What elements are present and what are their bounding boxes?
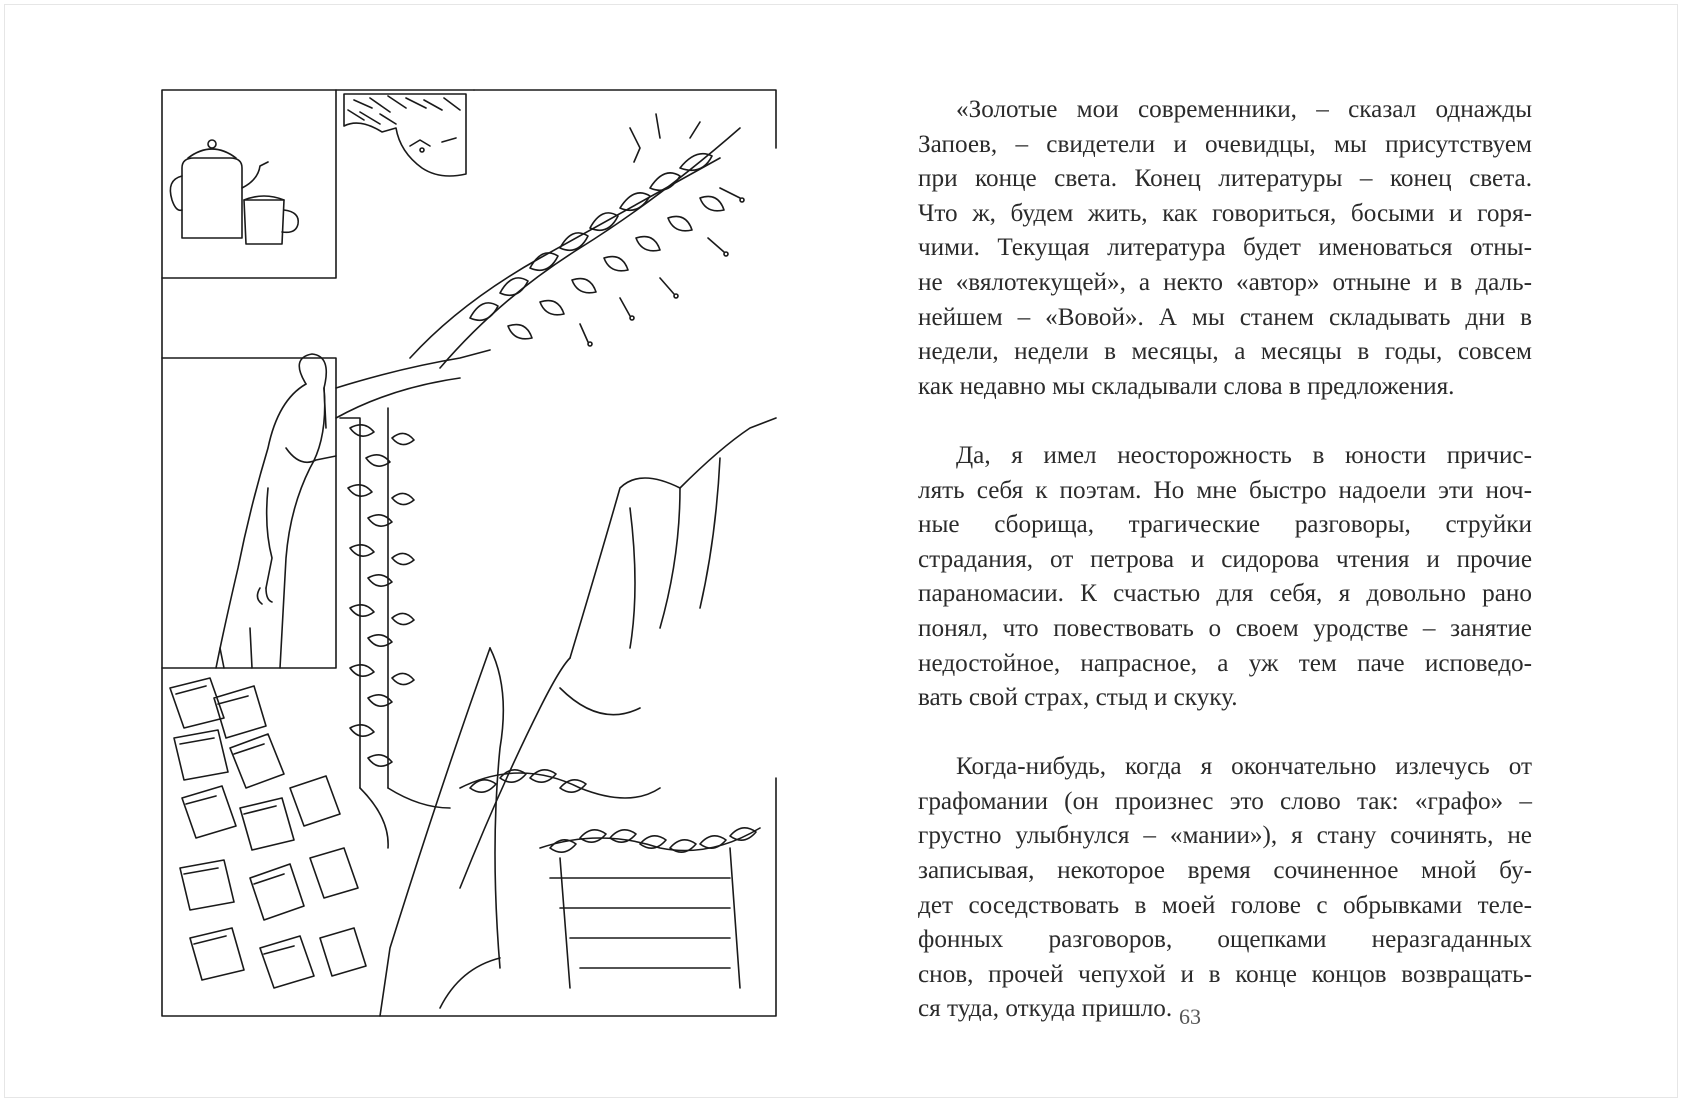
text-line: чими. Текущая литература будет именоваться отны- <box>918 234 1532 262</box>
text-line: не «вялотекущей», а некто «автор» отныне и в даль- <box>918 268 1532 296</box>
teapot-icon <box>170 140 268 238</box>
papers-icon <box>170 678 366 988</box>
text-line: Запоев, – свидетели и очевидцы, мы присутствуем <box>918 130 1532 158</box>
leaf-column-icon <box>348 425 414 766</box>
text-line: как недавно мы складывали слова в предложения. <box>918 372 1455 400</box>
text-line: графомании (он произнес это слово так: «графо» – <box>918 787 1532 815</box>
figure-icon <box>216 354 336 668</box>
text-line: вать свой страх, стыд и скуку. <box>918 684 1238 712</box>
text-line: грустно улыбнулся – «мании»), я стану сочинять, не <box>918 822 1532 850</box>
text-line: Что ж, будем жить, как говориться, босыми и горя- <box>918 199 1532 227</box>
text-line: Да, я имел неосторожность в юности причис- <box>956 441 1532 469</box>
mug-icon <box>244 196 298 244</box>
text-line: записывая, некоторое время сочиненное мной бу- <box>918 857 1532 885</box>
text-line: ся туда, откуда пришло. <box>918 995 1173 1023</box>
lower-leaves-icon <box>460 770 760 988</box>
text-line: при конце света. Конец литературы – конец света. <box>918 165 1532 193</box>
paragraph <box>918 750 1532 1027</box>
text-line: фонных разговоров, ощепками неразгаданных <box>918 926 1532 954</box>
illustration <box>160 88 780 1018</box>
text-line: страдания, от петрова и сидорова чтения и прочие <box>918 545 1532 573</box>
cliff-icon <box>380 418 776 1016</box>
paragraph <box>918 93 1532 404</box>
text-column <box>918 93 1532 1062</box>
text-line: Когда-нибудь, когда я окончательно излечусь от <box>956 753 1532 781</box>
text-line: паранoмасии. К счастью для себя, я довольно рано <box>918 580 1532 608</box>
text-line: лять себя к поэтам. Но мне быстро надоели эти ноч- <box>918 476 1532 504</box>
text-line: нейшем – «Вовой». А мы станем складывать дни в <box>918 303 1532 331</box>
face-icon <box>344 94 466 176</box>
text-line: понял, что повествовать о своем уродстве – занятие <box>918 614 1532 642</box>
text-line: недели, недели в месяцы, а месяцы в годы, совсем <box>918 338 1532 366</box>
text-line: «Золотые мои современники, – сказал однажды <box>956 96 1532 123</box>
text-line: ные сборища, трагические разговоры, струйки <box>918 511 1532 539</box>
leaves-icon <box>410 114 744 368</box>
text-line: снов, прочей чепухой и в конце концов возвращать- <box>918 960 1532 988</box>
text-line: недостойное, напрасное, а уж тем паче исповедо- <box>918 649 1532 677</box>
text-line: дет соседствовать в моей голове с обрывками теле- <box>918 891 1532 919</box>
paragraph <box>918 439 1532 716</box>
page-number: 63 <box>1179 1004 1201 1029</box>
